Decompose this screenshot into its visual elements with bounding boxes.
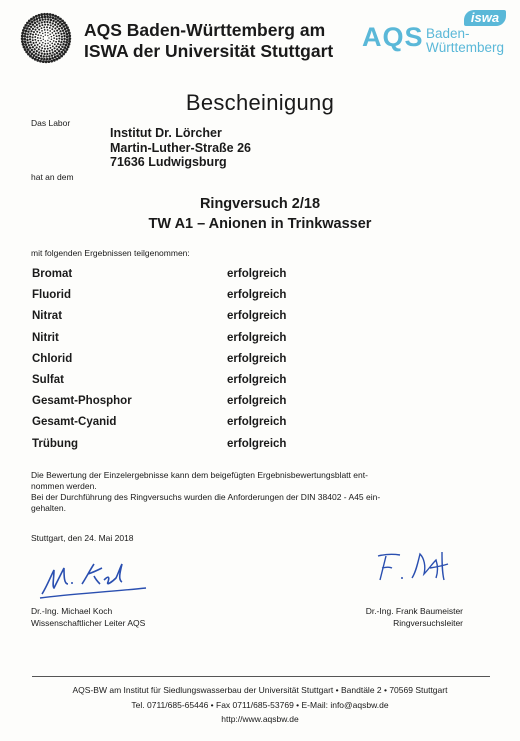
result-row bbox=[32, 416, 332, 437]
aqs-logo-sub1: Baden- bbox=[426, 26, 470, 41]
note-line: Die Bewertung der Einzelergebnisse kann dem beigefügten Ergebnisbewertungsblatt ent- bbox=[31, 470, 368, 480]
header-title-line2: ISWA der Universität Stuttgart bbox=[84, 41, 334, 61]
result-row bbox=[32, 395, 332, 416]
result-status: erfolgreich bbox=[227, 395, 287, 408]
result-status: erfolgreich bbox=[227, 416, 287, 429]
parameter-name: Sulfat bbox=[32, 373, 64, 386]
date-line: Stuttgart, den 24. Mai 2018 bbox=[31, 533, 134, 543]
footer-address: AQS-BW am Institut für Siedlungswasserbau der Universität Stuttgart • Bandtäle 2 • 70569 Stuttgart bbox=[72, 685, 448, 695]
result-row bbox=[32, 374, 332, 395]
address-line: Martin-Luther-Straße 26 bbox=[110, 140, 251, 155]
address-line: 71636 Ludwigsburg bbox=[110, 155, 227, 169]
aqs-logo bbox=[362, 10, 512, 56]
footer bbox=[0, 683, 520, 727]
ringversuch-title bbox=[0, 194, 520, 234]
note-line: nommen werden. bbox=[31, 481, 97, 491]
result-status: erfolgreich bbox=[227, 373, 287, 386]
result-row bbox=[32, 438, 332, 459]
result-status: erfolgreich bbox=[227, 310, 287, 323]
result-row bbox=[32, 353, 332, 374]
ringversuch-line2: TW A1 – Anionen in Trinkwasser bbox=[148, 216, 372, 232]
parameter-name: Fluorid bbox=[32, 289, 71, 302]
result-status: erfolgreich bbox=[227, 289, 287, 302]
parameter-name: Gesamt-Cyanid bbox=[32, 416, 117, 429]
footer-website-link[interactable]: http://www.aqsbw.de bbox=[221, 714, 299, 724]
signature-baumeister-icon bbox=[372, 548, 460, 588]
note-line: Bei der Durchführung des Ringversuchs wurden die Anforderungen der DIN 38402 - A45 ein- bbox=[31, 492, 381, 502]
iswa-badge: iswa bbox=[464, 10, 506, 26]
footer-divider bbox=[32, 676, 490, 677]
signature-koch-icon bbox=[38, 558, 150, 602]
aqs-logo-subtitle bbox=[426, 27, 504, 55]
result-row bbox=[32, 268, 332, 289]
aqs-logo-letters: AQS bbox=[362, 22, 424, 52]
header-title bbox=[84, 20, 333, 62]
parameter-name: Gesamt-Phosphor bbox=[32, 395, 132, 408]
evaluation-note bbox=[31, 470, 491, 514]
parameter-name: Bromat bbox=[32, 268, 73, 280]
header-title-line1: AQS Baden-Württemberg am bbox=[84, 20, 326, 40]
result-status: erfolgreich bbox=[227, 268, 287, 280]
result-row bbox=[32, 289, 332, 310]
result-status: erfolgreich bbox=[227, 437, 287, 450]
footer-contact: Tel. 0711/685-65446 • Fax 0711/685-53769 • E-Mail: info@aqsbw.de bbox=[131, 699, 389, 710]
lab-address bbox=[110, 126, 251, 170]
results-intro: mit folgenden Ergebnissen teilgenommen: bbox=[31, 248, 190, 258]
signatory-left-role: Wissenschaftlicher Leiter AQS bbox=[31, 618, 146, 628]
signatory-right bbox=[343, 605, 463, 629]
signatory-right-name: Dr.-Ing. Frank Baumeister bbox=[365, 606, 463, 616]
document-title: Bescheinigung bbox=[185, 90, 335, 115]
signatory-left-name: Dr.-Ing. Michael Koch bbox=[31, 606, 113, 616]
result-row bbox=[32, 332, 332, 353]
labor-label: Das Labor bbox=[31, 118, 71, 128]
hat-an-dem-label: hat an dem bbox=[31, 172, 74, 182]
address-line: Institut Dr. Lörcher bbox=[110, 126, 222, 140]
result-status: erfolgreich bbox=[227, 352, 287, 365]
result-row bbox=[32, 310, 332, 331]
signatory-left bbox=[31, 605, 145, 629]
parameter-name: Nitrit bbox=[32, 331, 59, 344]
university-logo-icon bbox=[20, 12, 72, 64]
result-status: erfolgreich bbox=[227, 331, 287, 344]
results-table bbox=[32, 268, 332, 459]
note-line: gehalten. bbox=[31, 503, 66, 513]
aqs-logo-sub2: Württemberg bbox=[426, 40, 505, 55]
parameter-name: Nitrat bbox=[32, 310, 63, 323]
parameter-name: Trübung bbox=[32, 437, 78, 450]
ringversuch-line1: Ringversuch 2/18 bbox=[199, 196, 321, 212]
signatory-right-role: Ringversuchsleiter bbox=[393, 618, 463, 628]
parameter-name: Chlorid bbox=[32, 352, 73, 365]
